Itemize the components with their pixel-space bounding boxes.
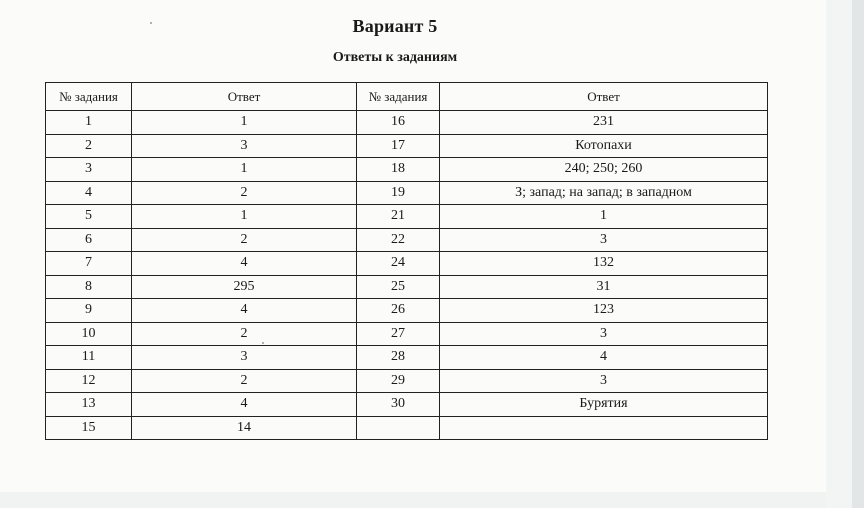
page-subtitle: Ответы к заданиям <box>332 50 458 65</box>
answer-cell: 4 <box>132 252 357 276</box>
header-answer: Ответ <box>440 83 768 111</box>
table-row <box>46 205 768 229</box>
task-number-cell: 5 <box>46 205 132 229</box>
task-number-cell: 4 <box>46 181 132 205</box>
scan-margin-bottom <box>0 492 826 508</box>
header-answer: Ответ <box>132 83 357 111</box>
task-number-cell: 29 <box>357 369 440 393</box>
task-number-cell: 27 <box>357 322 440 346</box>
table-row <box>46 158 768 182</box>
answer-cell: З; запад; на запад; в западном <box>440 181 768 205</box>
page-title: Вариант 5 <box>352 16 438 36</box>
answers-table-body <box>46 111 768 440</box>
task-number-cell: 26 <box>357 299 440 323</box>
table-row <box>46 299 768 323</box>
task-number-cell: 3 <box>46 158 132 182</box>
answer-cell: 295 <box>132 275 357 299</box>
answer-cell: 2 <box>132 228 357 252</box>
answer-cell: Бурятия <box>440 393 768 417</box>
table-row <box>46 228 768 252</box>
table-row <box>46 369 768 393</box>
task-number-cell: 6 <box>46 228 132 252</box>
answer-cell: 14 <box>132 416 357 440</box>
task-number-cell: 25 <box>357 275 440 299</box>
table-row <box>46 181 768 205</box>
scan-speck <box>262 342 264 344</box>
answer-cell: 4 <box>132 393 357 417</box>
task-number-cell: 30 <box>357 393 440 417</box>
table-row <box>46 252 768 276</box>
answer-cell: 3 <box>132 134 357 158</box>
answer-cell: 31 <box>440 275 768 299</box>
answer-cell: 1 <box>440 205 768 229</box>
table-row <box>46 134 768 158</box>
answer-cell: 1 <box>132 205 357 229</box>
answer-cell: 2 <box>132 369 357 393</box>
table-row <box>46 322 768 346</box>
task-number-cell: 18 <box>357 158 440 182</box>
header-task-number: № задания <box>46 83 132 111</box>
table-row <box>46 393 768 417</box>
answer-cell: 3 <box>132 346 357 370</box>
answer-cell: 3 <box>440 369 768 393</box>
scan-edge <box>852 0 864 508</box>
table-row <box>46 416 768 440</box>
task-number-cell: 13 <box>46 393 132 417</box>
answer-cell: 3 <box>440 228 768 252</box>
task-number-cell: 17 <box>357 134 440 158</box>
task-number-cell: 19 <box>357 181 440 205</box>
task-number-cell: 24 <box>357 252 440 276</box>
task-number-cell: 2 <box>46 134 132 158</box>
task-number-cell: 16 <box>357 111 440 135</box>
table-row <box>46 111 768 135</box>
answer-cell: 231 <box>440 111 768 135</box>
table-header-row <box>46 83 768 111</box>
task-number-cell: 15 <box>46 416 132 440</box>
answer-cell: 3 <box>440 322 768 346</box>
answer-cell: 123 <box>440 299 768 323</box>
table-row <box>46 346 768 370</box>
task-number-cell: 22 <box>357 228 440 252</box>
answer-cell: 240; 250; 260 <box>440 158 768 182</box>
task-number-cell <box>357 416 440 440</box>
task-number-cell: 12 <box>46 369 132 393</box>
answer-cell: 1 <box>132 111 357 135</box>
task-number-cell: 28 <box>357 346 440 370</box>
answers-table <box>45 82 768 440</box>
header-task-number: № задания <box>357 83 440 111</box>
answer-cell: 132 <box>440 252 768 276</box>
answer-cell: 2 <box>132 181 357 205</box>
task-number-cell: 11 <box>46 346 132 370</box>
task-number-cell: 8 <box>46 275 132 299</box>
task-number-cell: 21 <box>357 205 440 229</box>
answer-cell: 1 <box>132 158 357 182</box>
scan-speck <box>150 22 152 24</box>
task-number-cell: 10 <box>46 322 132 346</box>
task-number-cell: 9 <box>46 299 132 323</box>
answer-cell: 2 <box>132 322 357 346</box>
table-row <box>46 275 768 299</box>
task-number-cell: 7 <box>46 252 132 276</box>
answer-cell: 4 <box>440 346 768 370</box>
answer-cell: 4 <box>132 299 357 323</box>
answer-cell <box>440 416 768 440</box>
answer-cell: Котопахи <box>440 134 768 158</box>
task-number-cell: 1 <box>46 111 132 135</box>
